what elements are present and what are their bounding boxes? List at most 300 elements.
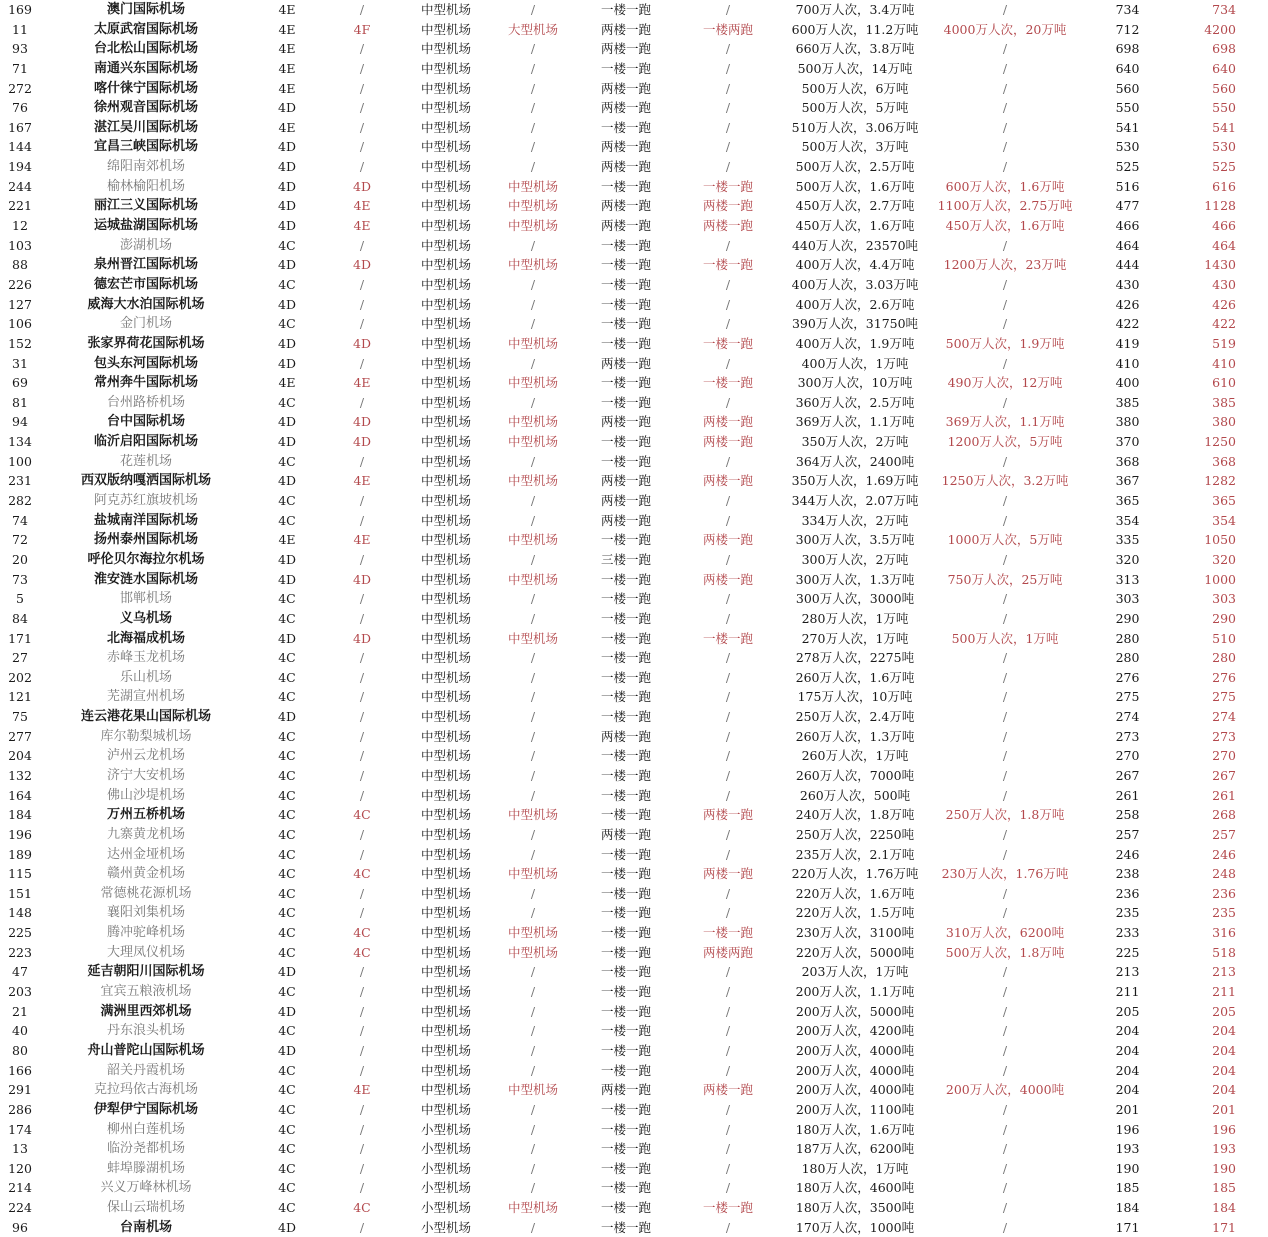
airport-name: 台州路桥机场 (106, 394, 185, 410)
planned-size: 中型机场 (507, 1082, 558, 1098)
current-layout: 一楼一跑 (600, 434, 651, 450)
planned-size: 中型机场 (507, 218, 558, 234)
current-layout: 一楼一跑 (600, 237, 651, 253)
table-row (0, 334, 1268, 354)
planned-size: / (530, 689, 536, 705)
planned-grade: 4E (353, 473, 371, 489)
planned-size: / (530, 355, 536, 371)
planned-size: / (530, 237, 536, 253)
current-score: 525 (1115, 159, 1140, 175)
current-layout: 一楼一跑 (600, 276, 651, 292)
table-row (0, 295, 1268, 315)
current-layout: 两楼一跑 (600, 198, 651, 214)
table-row (0, 511, 1268, 531)
planned-capacity: 310万人次，6200吨 (945, 925, 1065, 941)
potential-score: 518 (1212, 944, 1236, 960)
current-capacity: 200万人次，1100吨 (795, 1101, 915, 1117)
potential-score: 519 (1212, 335, 1236, 351)
airport-name: 保山云瑞机场 (106, 1200, 185, 1216)
airport-name: 赤峰玉龙机场 (106, 650, 185, 666)
row-rank: 106 (8, 316, 32, 332)
current-grade: 4C (278, 1062, 296, 1078)
airport-name: 柳州白莲机场 (106, 1121, 185, 1137)
current-layout: 两楼一跑 (600, 21, 651, 37)
planned-size: / (530, 1101, 536, 1117)
current-size: 中型机场 (420, 1042, 471, 1058)
current-score: 246 (1115, 846, 1140, 862)
current-capacity: 500万人次，2.5万吨 (795, 159, 915, 175)
planned-layout: / (725, 119, 731, 135)
planned-size: / (530, 787, 536, 803)
current-grade: 4C (278, 689, 296, 705)
row-rank: 277 (8, 728, 32, 744)
potential-score: 464 (1212, 237, 1236, 253)
current-grade: 4D (278, 434, 296, 450)
planned-capacity: / (1002, 1141, 1008, 1157)
planned-layout: 两楼一跑 (702, 198, 753, 214)
planned-capacity: / (1002, 276, 1008, 292)
planned-grade: / (359, 1062, 365, 1078)
current-score: 370 (1115, 434, 1140, 450)
current-size: 中型机场 (420, 493, 471, 509)
row-rank: 13 (12, 1141, 28, 1157)
current-layout: 一楼一跑 (600, 316, 651, 332)
current-score: 430 (1115, 276, 1140, 292)
planned-size: 中型机场 (507, 807, 558, 823)
current-score: 204 (1115, 1062, 1140, 1078)
current-capacity: 500万人次，14万吨 (797, 60, 913, 76)
current-layout: 两楼一跑 (600, 139, 651, 155)
current-size: 中型机场 (420, 944, 471, 960)
planned-capacity: 200万人次，4000吨 (945, 1082, 1065, 1098)
row-rank: 94 (12, 414, 28, 430)
table-row (0, 1100, 1268, 1120)
row-rank: 202 (8, 669, 32, 685)
row-rank: 225 (8, 925, 32, 941)
current-capacity: 600万人次，11.2万吨 (791, 21, 919, 37)
planned-size: / (530, 2, 536, 17)
airport-name: 腾冲驼峰机场 (106, 925, 185, 941)
planned-layout: / (725, 826, 731, 842)
row-rank: 282 (8, 493, 32, 509)
current-grade: 4D (278, 571, 296, 587)
current-score: 184 (1115, 1200, 1140, 1216)
current-grade: 4E (278, 532, 296, 548)
current-grade: 4C (278, 984, 296, 1000)
current-capacity: 660万人次，3.8万吨 (795, 41, 915, 57)
planned-layout: / (725, 41, 731, 57)
row-rank: 226 (8, 276, 32, 292)
current-grade: 4C (278, 807, 296, 823)
row-rank: 84 (12, 610, 28, 626)
airport-name: 宜宾五粮液机场 (100, 984, 192, 1000)
planned-grade: / (359, 748, 365, 764)
current-size: 中型机场 (420, 159, 471, 175)
potential-score: 380 (1212, 414, 1236, 430)
potential-score: 466 (1212, 218, 1236, 234)
current-score: 354 (1115, 512, 1140, 528)
current-score: 273 (1115, 728, 1140, 744)
planned-layout: / (725, 100, 731, 116)
planned-size: / (530, 1003, 536, 1019)
planned-layout: / (725, 748, 731, 764)
row-rank: 223 (8, 944, 32, 960)
table-row (0, 471, 1268, 491)
planned-capacity: / (1002, 100, 1008, 116)
current-size: 中型机场 (420, 335, 471, 351)
planned-grade: 4E (353, 198, 371, 214)
current-layout: 两楼一跑 (600, 728, 651, 744)
table-row (0, 177, 1268, 197)
row-rank: 224 (8, 1200, 32, 1216)
current-grade: 4C (278, 944, 296, 960)
row-rank: 120 (8, 1160, 32, 1176)
planned-layout: 两楼两跑 (702, 944, 753, 960)
table-row (0, 373, 1268, 393)
table-row (0, 1061, 1268, 1081)
current-size: 中型机场 (420, 512, 471, 528)
airport-name: 台北松山国际机场 (93, 41, 198, 57)
planned-capacity: / (1002, 512, 1008, 528)
planned-layout: 两楼一跑 (702, 532, 753, 548)
current-capacity: 400万人次，1万吨 (801, 355, 909, 371)
planned-capacity: / (1002, 493, 1008, 509)
current-capacity: 260万人次，500吨 (799, 787, 911, 803)
current-layout: 一楼一跑 (600, 2, 651, 17)
current-size: 中型机场 (420, 60, 471, 76)
current-capacity: 220万人次，1.76万吨 (791, 866, 919, 882)
airport-name: 盐城南洋国际机场 (93, 512, 198, 528)
current-grade: 4D (278, 218, 296, 234)
table-row (0, 196, 1268, 216)
current-layout: 两楼一跑 (600, 1082, 651, 1098)
current-grade: 4C (278, 650, 296, 666)
table-row (0, 609, 1268, 629)
planned-capacity: / (1002, 1121, 1008, 1137)
potential-score: 274 (1212, 709, 1236, 725)
row-rank: 40 (12, 1023, 28, 1039)
table-row (0, 589, 1268, 609)
row-rank: 189 (8, 846, 32, 862)
current-grade: 4D (278, 1003, 296, 1019)
potential-score: 257 (1212, 826, 1236, 842)
current-score: 274 (1115, 709, 1140, 725)
current-size: 中型机场 (420, 866, 471, 882)
current-size: 中型机场 (420, 276, 471, 292)
table-row (0, 903, 1268, 923)
planned-capacity: / (1002, 610, 1008, 626)
planned-size: / (530, 1219, 536, 1235)
current-score: 211 (1115, 984, 1140, 1000)
current-score: 464 (1115, 237, 1140, 253)
current-grade: 4D (278, 414, 296, 430)
current-grade: 4C (278, 316, 296, 332)
planned-size: / (530, 1141, 536, 1157)
planned-layout: / (725, 1003, 731, 1019)
current-layout: 一楼一跑 (600, 119, 651, 135)
current-layout: 一楼一跑 (600, 571, 651, 587)
row-rank: 221 (8, 198, 32, 214)
current-capacity: 270万人次，1万吨 (801, 630, 909, 646)
current-capacity: 180万人次，1.6万吨 (795, 1121, 915, 1137)
row-rank: 80 (12, 1042, 28, 1058)
row-rank: 144 (8, 139, 32, 155)
table-row (0, 98, 1268, 118)
airport-name: 呼伦贝尔海拉尔机场 (87, 551, 205, 567)
current-capacity: 300万人次，1.3万吨 (795, 571, 915, 587)
potential-score: 368 (1212, 453, 1236, 469)
current-grade: 4C (278, 276, 296, 292)
planned-size: 中型机场 (507, 630, 558, 646)
planned-capacity: / (1002, 453, 1008, 469)
planned-capacity: 750万人次，25万吨 (947, 571, 1063, 587)
current-capacity: 203万人次，1万吨 (801, 964, 909, 980)
current-size: 中型机场 (420, 434, 471, 450)
airport-name: 北海福成机场 (106, 630, 185, 646)
current-grade: 4C (278, 1160, 296, 1176)
table-row (0, 1041, 1268, 1061)
current-size: 中型机场 (420, 453, 471, 469)
planned-size: / (530, 119, 536, 135)
current-capacity: 300万人次，3.5万吨 (795, 532, 915, 548)
planned-layout: / (725, 846, 731, 862)
current-layout: 一楼一跑 (600, 787, 651, 803)
planned-capacity: / (1002, 139, 1008, 155)
current-grade: 4C (278, 885, 296, 901)
current-layout: 一楼一跑 (600, 1101, 651, 1117)
planned-capacity: / (1002, 119, 1008, 135)
current-capacity: 500万人次，3万吨 (801, 139, 909, 155)
planned-size: 中型机场 (507, 257, 558, 273)
current-score: 400 (1115, 375, 1140, 391)
current-capacity: 180万人次，1万吨 (801, 1160, 909, 1176)
row-rank: 291 (8, 1082, 32, 1098)
table-row (0, 275, 1268, 295)
current-size: 中型机场 (420, 80, 471, 96)
potential-score: 235 (1212, 905, 1236, 921)
airport-name: 澳门国际机场 (106, 2, 185, 17)
table-row (0, 943, 1268, 963)
table-row (0, 1198, 1268, 1218)
planned-capacity: / (1002, 1042, 1008, 1058)
planned-capacity: 250万人次，1.8万吨 (945, 807, 1065, 823)
current-score: 204 (1115, 1042, 1140, 1058)
planned-capacity: / (1002, 2, 1008, 17)
current-layout: 一楼一跑 (600, 335, 651, 351)
current-grade: 4D (278, 709, 296, 725)
table-row (0, 845, 1268, 865)
current-grade: 4D (278, 296, 296, 312)
planned-capacity: 369万人次，1.1万吨 (945, 414, 1065, 430)
current-size: 中型机场 (420, 473, 471, 489)
airport-name: 澎湖机场 (119, 237, 172, 253)
current-grade: 4C (278, 728, 296, 744)
current-capacity: 510万人次，3.06万吨 (791, 119, 919, 135)
planned-grade: / (359, 964, 365, 980)
planned-grade: / (359, 610, 365, 626)
planned-size: / (530, 394, 536, 410)
planned-grade: / (359, 846, 365, 862)
airport-name: 德宏芒市国际机场 (93, 276, 198, 292)
current-layout: 一楼一跑 (600, 866, 651, 882)
airport-name: 宜昌三峡国际机场 (93, 139, 198, 155)
planned-grade: 4C (353, 944, 371, 960)
airport-name: 九寨黄龙机场 (106, 826, 185, 842)
current-score: 204 (1115, 1082, 1140, 1098)
current-score: 257 (1115, 826, 1140, 842)
planned-grade: / (359, 316, 365, 332)
airport-name: 运城盐湖国际机场 (93, 218, 198, 234)
current-size: 中型机场 (420, 296, 471, 312)
table-row (0, 157, 1268, 177)
planned-layout: 一楼一跑 (702, 925, 753, 941)
planned-capacity: / (1002, 1003, 1008, 1019)
current-capacity: 390万人次，31750吨 (791, 316, 919, 332)
current-size: 中型机场 (420, 1062, 471, 1078)
table-row (0, 530, 1268, 550)
current-capacity: 250万人次，2.4万吨 (795, 709, 915, 725)
planned-grade: / (359, 669, 365, 685)
current-size: 中型机场 (420, 21, 471, 37)
planned-layout: / (725, 1023, 731, 1039)
planned-capacity: / (1002, 669, 1008, 685)
potential-score: 201 (1212, 1101, 1236, 1117)
table-row (0, 452, 1268, 472)
potential-score: 204 (1212, 1023, 1236, 1039)
current-size: 中型机场 (420, 630, 471, 646)
planned-size: / (530, 276, 536, 292)
current-capacity: 260万人次，1万吨 (801, 748, 909, 764)
planned-size: / (530, 1042, 536, 1058)
current-capacity: 200万人次，4000吨 (795, 1062, 915, 1078)
current-capacity: 500万人次，6万吨 (801, 80, 909, 96)
current-size: 中型机场 (420, 257, 471, 273)
airport-name: 兴义万峰林机场 (100, 1180, 192, 1196)
planned-size: / (530, 669, 536, 685)
planned-grade: / (359, 767, 365, 783)
table-row (0, 393, 1268, 413)
current-size: 中型机场 (420, 591, 471, 607)
current-layout: 一楼一跑 (600, 925, 651, 941)
airport-name: 蚌埠滕湖机场 (106, 1160, 185, 1176)
current-layout: 一楼一跑 (600, 1219, 651, 1235)
current-layout: 两楼一跑 (600, 493, 651, 509)
planned-grade: 4D (353, 571, 371, 587)
current-grade: 4C (278, 453, 296, 469)
row-rank: 75 (12, 709, 28, 725)
airport-name: 赣州黄金机场 (106, 866, 185, 882)
table-row (0, 1021, 1268, 1041)
current-grade: 4C (278, 925, 296, 941)
current-layout: 一楼一跑 (600, 60, 651, 76)
current-score: 204 (1115, 1023, 1140, 1039)
current-score: 560 (1115, 80, 1140, 96)
airport-name: 乐山机场 (119, 669, 172, 685)
current-score: 422 (1115, 316, 1140, 332)
potential-score: 698 (1212, 41, 1236, 57)
airport-name: 包头东河国际机场 (93, 355, 198, 371)
current-size: 中型机场 (420, 316, 471, 332)
airport-name: 临沂启阳国际机场 (93, 434, 198, 450)
planned-size: 中型机场 (507, 1200, 558, 1216)
current-layout: 两楼一跑 (600, 473, 651, 489)
table-row (0, 39, 1268, 59)
current-grade: 4C (278, 846, 296, 862)
potential-score: 185 (1212, 1180, 1236, 1196)
potential-score: 354 (1212, 512, 1236, 528)
airport-name: 丹东浪头机场 (106, 1023, 185, 1039)
current-layout: 两楼一跑 (600, 80, 651, 96)
planned-grade: / (359, 355, 365, 371)
planned-grade: / (359, 728, 365, 744)
current-capacity: 400万人次，1.9万吨 (795, 335, 915, 351)
row-rank: 272 (8, 80, 32, 96)
current-score: 380 (1115, 414, 1140, 430)
airport-name: 常德桃花源机场 (100, 885, 192, 901)
current-grade: 4C (278, 1023, 296, 1039)
planned-size: / (530, 453, 536, 469)
current-size: 中型机场 (420, 100, 471, 116)
planned-layout: / (725, 1062, 731, 1078)
row-rank: 148 (8, 905, 32, 921)
current-layout: 一楼一跑 (600, 669, 651, 685)
current-grade: 4D (278, 1042, 296, 1058)
potential-score: 1050 (1204, 532, 1236, 548)
planned-grade: / (359, 1180, 365, 1196)
planned-size: 中型机场 (507, 414, 558, 430)
planned-size: / (530, 885, 536, 901)
planned-grade: 4D (353, 178, 371, 194)
planned-capacity: / (1002, 1200, 1008, 1216)
airport-name: 泸州云龙机场 (106, 748, 185, 764)
planned-layout: / (725, 1160, 731, 1176)
planned-grade: / (359, 689, 365, 705)
planned-size: / (530, 610, 536, 626)
airport-name: 临汾尧都机场 (106, 1141, 185, 1157)
potential-score: 1250 (1204, 434, 1236, 450)
potential-score: 1282 (1204, 473, 1236, 489)
current-capacity: 220万人次，5000吨 (795, 944, 915, 960)
row-rank: 164 (8, 787, 32, 803)
planned-size: 中型机场 (507, 944, 558, 960)
current-grade: 4C (278, 1200, 296, 1216)
airport-name: 徐州观音国际机场 (93, 100, 198, 116)
planned-size: / (530, 139, 536, 155)
current-capacity: 200万人次，4000吨 (795, 1082, 915, 1098)
planned-layout: / (725, 551, 731, 567)
planned-layout: / (725, 237, 731, 253)
planned-layout: / (725, 276, 731, 292)
potential-score: 248 (1212, 866, 1236, 882)
airport-name: 满洲里西郊机场 (100, 1003, 192, 1019)
airport-name: 张家界荷花国际机场 (87, 335, 205, 351)
planned-grade: / (359, 276, 365, 292)
table-row (0, 668, 1268, 688)
current-grade: 4C (278, 591, 296, 607)
planned-grade: / (359, 2, 365, 17)
planned-capacity: 1200万人次，23万吨 (943, 257, 1067, 273)
current-size: 中型机场 (420, 787, 471, 803)
planned-size: / (530, 650, 536, 666)
current-layout: 一楼一跑 (600, 905, 651, 921)
current-capacity: 334万人次，2万吨 (801, 512, 909, 528)
planned-layout: / (725, 493, 731, 509)
current-capacity: 260万人次，7000吨 (795, 767, 915, 783)
planned-layout: / (725, 355, 731, 371)
potential-score: 236 (1212, 885, 1236, 901)
potential-score: 261 (1212, 787, 1236, 803)
planned-grade: / (359, 493, 365, 509)
